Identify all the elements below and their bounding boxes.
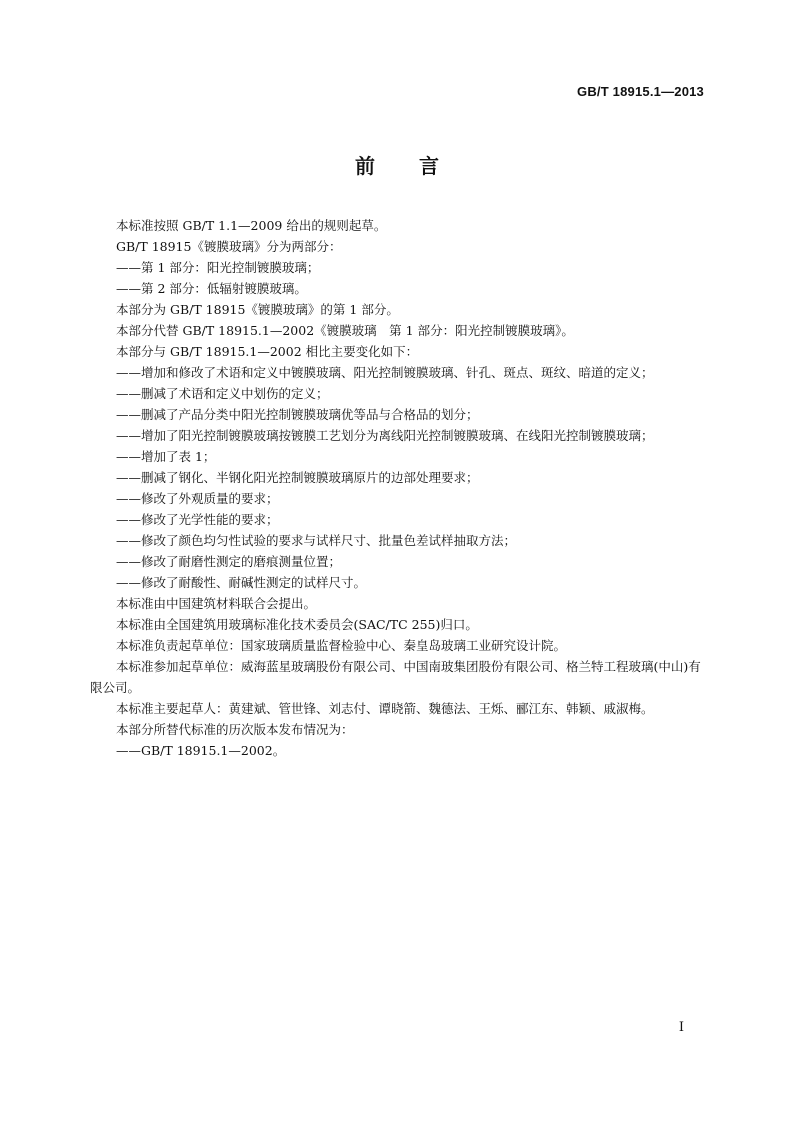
page-number: I [678,1020,684,1035]
paragraph: 本标准负责起草单位：国家玻璃质量监督检验中心、秦皇岛玻璃工业研究设计院。 [116,638,567,653]
paragraph: 本部分与 GB/T 18915.1—2002 相比主要变化如下： [116,344,419,359]
paragraph: ——第 1 部分：阳光控制镀膜玻璃； [116,260,320,275]
paragraph: ——修改了耐酸性、耐碱性测定的试样尺寸。 [116,575,367,590]
paragraph: ——删减了术语和定义中划伤的定义； [116,386,329,401]
standard-number: GB/T 18915.1—2013 [577,84,704,99]
page-title: 前言 [355,154,483,178]
paragraph: ——删减了钢化、半钢化阳光控制镀膜玻璃原片的边部处理要求； [116,470,479,485]
paragraph: 本部分为 GB/T 18915《镀膜玻璃》的第 1 部分。 [116,302,399,317]
foreword-body [90,215,705,761]
paragraph: 本标准参加起草单位：威海蓝星玻璃股份有限公司、中国南玻集团股份有限公司、格兰特工程玻璃(中山)有限公司。 [90,659,701,695]
paragraph: ——删减了产品分类中阳光控制镀膜玻璃优等品与合格品的划分； [116,407,479,422]
paragraph: 本部分所替代标准的历次版本发布情况为： [116,722,354,737]
paragraph: 本部分代替 GB/T 18915.1—2002《镀膜玻璃 第 1 部分：阳光控制镀膜玻璃》。 [116,323,574,338]
paragraph: 本标准由中国建筑材料联合会提出。 [116,596,317,611]
paragraph: ——GB/T 18915.1—2002。 [116,743,286,758]
paragraph: 本标准按照 GB/T 1.1—2009 给出的规则起草。 [116,218,387,233]
paragraph: 本标准由全国建筑用玻璃标准化技术委员会(SAC/TC 255)归口。 [116,617,478,632]
paragraph: ——增加了表 1； [116,449,216,464]
paragraph: ——第 2 部分：低辐射镀膜玻璃。 [116,281,307,296]
paragraph: ——修改了外观质量的要求； [116,491,279,506]
paragraph: 本标准主要起草人：黄建斌、管世锋、刘志付、谭晓箭、魏德法、王烁、郦江东、韩颖、戚淑梅。 [116,701,654,716]
paragraph: ——增加和修改了术语和定义中镀膜玻璃、阳光控制镀膜玻璃、针孔、斑点、斑纹、暗道的定义； [116,365,654,380]
paragraph: ——增加了阳光控制镀膜玻璃按镀膜工艺划分为离线阳光控制镀膜玻璃、在线阳光控制镀膜玻璃； [116,428,654,443]
paragraph: ——修改了光学性能的要求； [116,512,279,527]
paragraph: ——修改了颜色均匀性试验的要求与试样尺寸、批量色差试样抽取方法； [116,533,517,548]
paragraph: ——修改了耐磨性测定的磨痕测量位置； [116,554,342,569]
paragraph: GB/T 18915《镀膜玻璃》分为两部分： [116,239,342,254]
